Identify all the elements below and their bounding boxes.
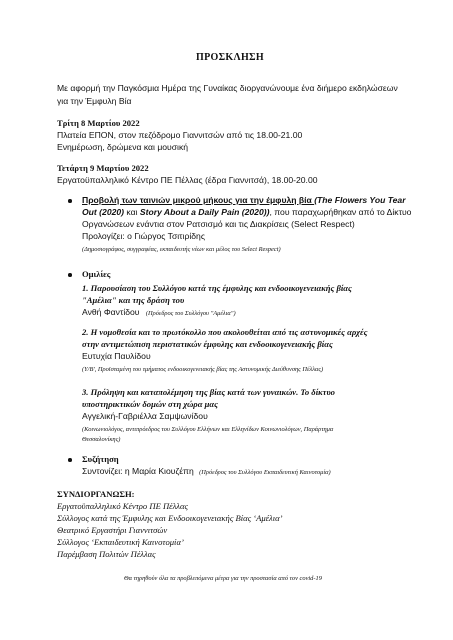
talk-2-speaker-role: (Υ/Β', Προϊσταμένη του τμήματος ενδοοικογενειακής βίας της Αστυνομικής Διεύθυνσης Πέλλας) bbox=[82, 366, 324, 373]
discussion-moderator bbox=[82, 466, 331, 477]
page-title: ΠΡΟΣΚΛΗΣΗ bbox=[196, 52, 264, 63]
talk-1-speaker bbox=[82, 307, 236, 318]
discussion-moderator-name: Συντονίζει: η Μαρία Κιουζέπη bbox=[82, 466, 194, 476]
talk-3-speaker-role-line-1: (Κοινωνιολόγος, αντιπρόεδρος του Συλλόγου Ελλήνων και Ελληνίδων Κοινωνιολόγων, Παράρτημα bbox=[82, 426, 334, 433]
talk-3-title-line-1: 3. Πρόληψη και καταπολέμηση της βίας κατά των γυναικών. Το δίκτυο bbox=[82, 387, 335, 397]
covid-footer-note: Θα τηρηθούν όλα τα προβλεπόμενα μέτρα για την προστασία από τον covid-19 bbox=[124, 575, 322, 582]
talk-2-title-line-2: στην αντιμετώπιση περιστατικών έμφυλης και ενδοοικογενειακής βίας bbox=[82, 339, 333, 349]
talk-1-title-line-2: "Αμέλια" και της δράση του bbox=[82, 295, 185, 305]
talk-3-title-line-2: υποστηρικτικών δομών στη χώρα μας bbox=[82, 399, 218, 409]
intro-line-2: για την Έμφυλη Βία bbox=[57, 96, 132, 106]
coorganiser-item: Θεατρικό Εργαστήρι Γιαννιτσών bbox=[57, 525, 168, 535]
films-presenter-role: (Δημοσιογράφος, συγγραφέας, εκπαιδευτής νέων και μέλος του Select Respect) bbox=[82, 246, 281, 253]
films-donation: , που παραχωρήθηκαν από το Δίκτυο bbox=[269, 207, 412, 217]
coorganiser-item: Σύλλογος ‘Εκπαιδευτική Καινοτομία’ bbox=[57, 537, 184, 547]
film-1-title-start: (The Flowers You Tear bbox=[314, 195, 406, 205]
coorganiser-item: Παρέμβαση Πολιτών Πέλλας bbox=[57, 549, 156, 559]
coorganiser-item: Εργατοϋπαλληλικό Κέντρο ΠΕ Πέλλας bbox=[57, 501, 189, 511]
films-line-1 bbox=[82, 195, 406, 206]
discussion-label: Συζήτηση bbox=[82, 454, 119, 464]
talk-1-speaker-name: Ανθή Φαντίδου bbox=[82, 307, 140, 317]
films-and: και bbox=[124, 207, 140, 217]
films-title: Προβολή των ταινιών μικρού μήκους για την έμφυλη βία bbox=[82, 195, 315, 205]
coorganiser-item: Σύλλογος κατά της Έμφυλης και Ενδοοικογενειακής Βίας ‘Αμέλια’ bbox=[57, 513, 283, 523]
talk-1-speaker-role: (Πρόεδρος του Συλλόγου "Αμέλια") bbox=[145, 310, 236, 317]
films-line-2 bbox=[82, 207, 411, 218]
film-2-title: Story About a Daily Pain (2020)) bbox=[139, 207, 270, 217]
day2-location: Εργατοϋπαλληλικό Κέντρο ΠΕ Πέλλας (έδρα Γιαννιτσά), 18.00-20.00 bbox=[57, 175, 318, 185]
day2-heading: Τετάρτη 9 Μαρτίου 2022 bbox=[57, 163, 149, 173]
film-1-title-end: Out (2020) bbox=[82, 207, 125, 217]
coorganisers-heading: ΣΥΝΔΙΟΡΓΑΝΩΣΗ: bbox=[57, 489, 135, 499]
day1-location: Πλατεία ΕΠΟΝ, στον πεζόδρομο Γιαννιτσών από τις 18.00-21.00 bbox=[57, 130, 303, 140]
day1-description: Ενημέρωση, δρώμενα και μουσική bbox=[57, 142, 189, 152]
talk-1-title-line-1: 1. Παρουσίαση του Συλλόγου κατά της έμφυλης και ενδοοικογενειακής βίας bbox=[82, 283, 352, 293]
bullet-icon bbox=[68, 458, 72, 462]
films-line-3: Οργανώσεων ενάντια στον Ρατσισμό και τις Διακρίσεις (Select Respect) bbox=[82, 219, 355, 229]
talk-3-speaker: Αγγελική-Γαβριέλλα Σαμψωνίδου bbox=[82, 411, 208, 421]
bullet-icon bbox=[68, 199, 72, 203]
talk-3-speaker-role-line-2: Θεσσαλονίκης) bbox=[82, 436, 121, 443]
bullet-icon bbox=[68, 273, 72, 277]
films-presenter: Προλογίζει: ο Γιώργος Τσιτιρίδης bbox=[82, 231, 205, 241]
talks-label: Ομιλίες bbox=[82, 269, 111, 279]
day1-heading: Τρίτη 8 Μαρτίου 2022 bbox=[57, 118, 140, 128]
talk-2-speaker: Ευτυχία Παυλίδου bbox=[82, 351, 151, 361]
talk-2-title-line-1: 2. Η νομοθεσία και το πρωτόκολλο που ακολουθείται από τις αστυνομικές αρχές bbox=[82, 327, 368, 337]
discussion-moderator-role: (Πρόεδρος του Συλλόγου Εκπαιδευτική Καινοτομία) bbox=[199, 469, 331, 476]
intro-line-1: Με αφορμή την Παγκόσμια Ημέρα της Γυναίκας διοργανώνουμε ένα διήμερο εκδηλώσεων bbox=[57, 83, 398, 93]
